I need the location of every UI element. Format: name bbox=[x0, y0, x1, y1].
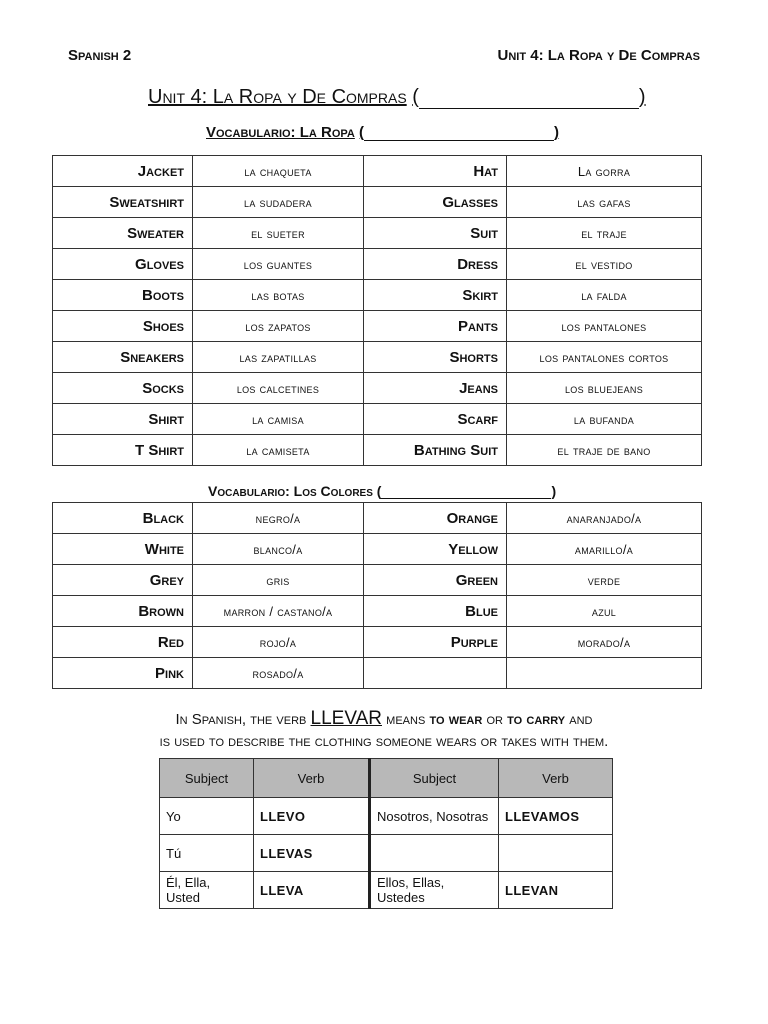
english-term: Yellow bbox=[364, 534, 507, 565]
ropa-row bbox=[53, 342, 702, 373]
verb-form-cell: LLEVAN bbox=[499, 872, 613, 909]
course-name: Spanish 2 bbox=[68, 47, 132, 64]
llevar-verb: LLEVAR bbox=[310, 708, 382, 729]
spanish-term: la sudadera bbox=[193, 187, 364, 218]
ropa-row bbox=[53, 280, 702, 311]
spanish-term: blanco/a bbox=[193, 534, 364, 565]
ropa-blank bbox=[364, 126, 554, 141]
subject-cell: Él, Ella, Usted bbox=[160, 872, 254, 909]
spanish-term: la bufanda bbox=[507, 404, 702, 435]
english-term: Jacket bbox=[53, 156, 193, 187]
english-term: Dress bbox=[364, 249, 507, 280]
spanish-term: la chaqueta bbox=[193, 156, 364, 187]
spanish-term: anaranjado/a bbox=[507, 503, 702, 534]
spanish-term: los bluejeans bbox=[507, 373, 702, 404]
spanish-term: las gafas bbox=[507, 187, 702, 218]
color-row bbox=[53, 503, 702, 534]
ropa-row bbox=[53, 373, 702, 404]
verb-header: Verb bbox=[499, 759, 613, 798]
english-term: Scarf bbox=[364, 404, 507, 435]
english-term: Boots bbox=[53, 280, 193, 311]
english-term: Pants bbox=[364, 311, 507, 342]
colores-heading: Vocabulario: Los Colores ( ) bbox=[208, 483, 557, 499]
conjugation-row bbox=[160, 872, 613, 909]
spanish-term: la falda bbox=[507, 280, 702, 311]
ropa-row bbox=[53, 156, 702, 187]
llevar-sentence-line2: is used to describe the clothing someone wears or takes with them. bbox=[159, 733, 609, 750]
llevar-sentence-line1: In Spanish, the verb LLEVAR means to wear or to carry and bbox=[175, 708, 593, 729]
english-term: Purple bbox=[364, 627, 507, 658]
english-term: Pink bbox=[53, 658, 193, 689]
color-row bbox=[53, 565, 702, 596]
english-term: Shorts bbox=[364, 342, 507, 373]
spanish-term: verde bbox=[507, 565, 702, 596]
unit-name: Unit 4: La Ropa y De Compras bbox=[497, 47, 700, 64]
subject-cell: Nosotros, Nosotras bbox=[370, 798, 499, 835]
conjugation-row bbox=[160, 835, 613, 872]
subject-cell: Tú bbox=[160, 835, 254, 872]
ropa-row bbox=[53, 249, 702, 280]
spanish-term: rojo/a bbox=[193, 627, 364, 658]
ropa-row bbox=[53, 218, 702, 249]
verb-header: Verb bbox=[254, 759, 370, 798]
subject-cell bbox=[370, 835, 499, 872]
colores-blank bbox=[381, 484, 551, 499]
english-term: Suit bbox=[364, 218, 507, 249]
english-term: White bbox=[53, 534, 193, 565]
spanish-term: los calcetines bbox=[193, 373, 364, 404]
verb-form-cell: LLEVO bbox=[254, 798, 370, 835]
ropa-heading: Vocabulario: La Ropa ( ) bbox=[206, 124, 560, 141]
spanish-term: el traje de bano bbox=[507, 435, 702, 466]
spanish-term: morado/a bbox=[507, 627, 702, 658]
llevar-conjugation-table bbox=[159, 758, 613, 909]
spanish-term: el traje bbox=[507, 218, 702, 249]
subject-cell: Ellos, Ellas, Ustedes bbox=[370, 872, 499, 909]
spanish-term: negro/a bbox=[193, 503, 364, 534]
verb-form-cell: LLEVAS bbox=[254, 835, 370, 872]
english-term: Grey bbox=[53, 565, 193, 596]
spanish-term: las zapatillas bbox=[193, 342, 364, 373]
colores-vocab-table bbox=[52, 502, 702, 689]
spanish-term: azul bbox=[507, 596, 702, 627]
english-term: Red bbox=[53, 627, 193, 658]
english-term: Blue bbox=[364, 596, 507, 627]
verb-form-cell: LLEVA bbox=[254, 872, 370, 909]
spanish-term: los pantalones cortos bbox=[507, 342, 702, 373]
spanish-term: marron / castano/a bbox=[193, 596, 364, 627]
subject-header: Subject bbox=[160, 759, 254, 798]
ropa-vocab-table bbox=[52, 155, 702, 466]
english-term: Shirt bbox=[53, 404, 193, 435]
color-row bbox=[53, 627, 702, 658]
subject-cell: Yo bbox=[160, 798, 254, 835]
verb-form-cell: LLEVAMOS bbox=[499, 798, 613, 835]
verb-form-cell bbox=[499, 835, 613, 872]
english-term: Black bbox=[53, 503, 193, 534]
english-term: Sweatshirt bbox=[53, 187, 193, 218]
english-term: Gloves bbox=[53, 249, 193, 280]
spanish-term: los pantalones bbox=[507, 311, 702, 342]
ropa-row bbox=[53, 404, 702, 435]
page-title: Unit 4: La Ropa y De Compras ( ) bbox=[148, 86, 646, 108]
color-row bbox=[53, 658, 702, 689]
english-term: Skirt bbox=[364, 280, 507, 311]
spanish-term: el sueter bbox=[193, 218, 364, 249]
english-term: Sweater bbox=[53, 218, 193, 249]
english-term bbox=[364, 658, 507, 689]
english-term: T Shirt bbox=[53, 435, 193, 466]
english-term: Hat bbox=[364, 156, 507, 187]
english-term: Shoes bbox=[53, 311, 193, 342]
spanish-term: rosado/a bbox=[193, 658, 364, 689]
english-term: Orange bbox=[364, 503, 507, 534]
english-term: Glasses bbox=[364, 187, 507, 218]
spanish-term bbox=[507, 658, 702, 689]
english-term: Brown bbox=[53, 596, 193, 627]
spanish-term: los guantes bbox=[193, 249, 364, 280]
page-title-text: Unit 4: La Ropa y De Compras bbox=[148, 86, 407, 108]
ropa-row bbox=[53, 187, 702, 218]
english-term: Jeans bbox=[364, 373, 507, 404]
english-term: Green bbox=[364, 565, 507, 596]
color-row bbox=[53, 596, 702, 627]
spanish-term: los zapatos bbox=[193, 311, 364, 342]
ropa-row bbox=[53, 311, 702, 342]
spanish-term: La gorra bbox=[507, 156, 702, 187]
spanish-term: la camiseta bbox=[193, 435, 364, 466]
ropa-row bbox=[53, 435, 702, 466]
spanish-term: gris bbox=[193, 565, 364, 596]
color-row bbox=[53, 534, 702, 565]
spanish-term: el vestido bbox=[507, 249, 702, 280]
english-term: Socks bbox=[53, 373, 193, 404]
subject-header: Subject bbox=[370, 759, 499, 798]
conjugation-row bbox=[160, 798, 613, 835]
title-blank bbox=[419, 90, 639, 109]
spanish-term: la camisa bbox=[193, 404, 364, 435]
english-term: Bathing Suit bbox=[364, 435, 507, 466]
spanish-term: amarillo/a bbox=[507, 534, 702, 565]
spanish-term: las botas bbox=[193, 280, 364, 311]
english-term: Sneakers bbox=[53, 342, 193, 373]
